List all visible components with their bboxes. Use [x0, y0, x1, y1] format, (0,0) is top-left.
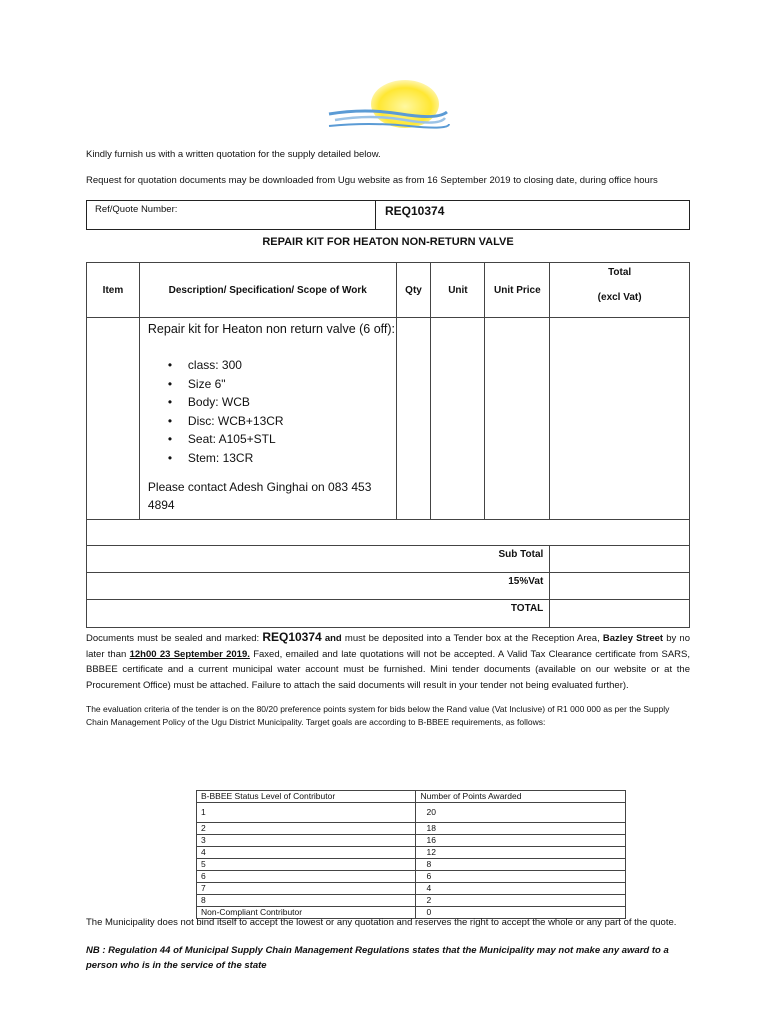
wave-icon	[329, 124, 449, 128]
bbbee-points: 0	[416, 907, 626, 919]
page-title: REPAIR KIT FOR HEATON NON-RETURN VALVE	[262, 236, 514, 248]
street-name: Bazley Street	[602, 633, 664, 644]
closing-deadline: 12h00 23 September 2019.	[129, 648, 250, 660]
closing-statement: The Municipality does not bind itself to accept the lowest or any quotation and reserves the right to accept the whole or any part of the quote.	[86, 917, 677, 928]
table-row	[197, 803, 626, 823]
subtotal-label: Sub Total	[87, 546, 550, 573]
bbbee-header-level: B-BBEE Status Level of Contributor	[197, 791, 416, 803]
instructions-text: must be deposited into a Tender box at the Reception Area,	[341, 633, 603, 644]
instructions-and: and	[321, 633, 342, 644]
item-cell	[87, 318, 140, 520]
bbbee-points: 18	[416, 823, 626, 835]
total-cell	[550, 318, 690, 520]
bbbee-points: 16	[416, 835, 626, 847]
vat-label: 15%Vat	[87, 573, 550, 600]
sun-over-water-logo	[325, 78, 450, 138]
list-item: • Disc: WCB+13CR	[168, 412, 396, 431]
intro-line-2: Request for quotation documents may be downloaded from Ugu website as from 16 September 2019 to closing date, during office hours	[86, 175, 658, 186]
qty-cell	[396, 318, 431, 520]
header-description: Description/ Specification/ Scope of Work	[139, 263, 396, 318]
unit-price-cell	[485, 318, 550, 520]
nb-note: NB : Regulation 44 of Municipal Supply Chain Management Regulations states that the Municipality may not make any award to a person who is in the service of the state	[86, 945, 669, 971]
instructions-paragraph	[86, 630, 690, 693]
table-row	[197, 859, 626, 871]
header-total	[550, 263, 690, 318]
header-unit-price: Unit Price	[485, 263, 550, 318]
ref-number-marked: REQ10374	[262, 630, 322, 644]
bbbee-level: 2	[197, 823, 416, 835]
ref-label: Ref/Quote Number:	[95, 204, 178, 215]
table-row	[197, 835, 626, 847]
ref-number: REQ10374	[385, 204, 445, 218]
unit-cell	[431, 318, 485, 520]
bbbee-level: Non-Compliant Contributor	[197, 907, 416, 919]
bbbee-level: 1	[197, 803, 416, 823]
bbbee-header-points: Number of Points Awarded	[416, 791, 626, 803]
ref-quote-box	[86, 200, 690, 230]
bbbee-points: 2	[416, 895, 626, 907]
blank-row	[87, 520, 690, 546]
bbbee-level: 7	[197, 883, 416, 895]
description-cell	[139, 318, 396, 520]
bbbee-header-row	[197, 791, 626, 803]
bbbee-points: 6	[416, 871, 626, 883]
vat-value	[550, 573, 690, 600]
intro-line-1: Kindly furnish us with a written quotation for the supply detailed below.	[86, 149, 381, 160]
list-item: • Seat: A105+STL	[168, 430, 396, 449]
list-item: • Stem: 13CR	[168, 449, 396, 468]
spec-list	[168, 356, 396, 468]
header-item: Item	[87, 263, 140, 318]
subtotal-value	[550, 546, 690, 573]
header-qty: Qty	[396, 263, 431, 318]
subtotal-row	[87, 546, 690, 573]
header-unit: Unit	[431, 263, 485, 318]
description-title: Repair kit for Heaton non return valve (6 off):	[147, 322, 396, 336]
instructions-text: Documents must be sealed and marked:	[86, 633, 263, 644]
table-row	[197, 847, 626, 859]
bbbee-level: 3	[197, 835, 416, 847]
bbbee-table	[196, 790, 626, 919]
bbbee-points: 12	[416, 847, 626, 859]
list-item: • class: 300	[168, 356, 396, 375]
list-item: • Body: WCB	[168, 393, 396, 412]
bbbee-level: 6	[197, 871, 416, 883]
vat-row	[87, 573, 690, 600]
instructions-text: by no later than	[86, 633, 690, 660]
table-row	[197, 823, 626, 835]
header-total-label: Total	[608, 267, 632, 278]
bbbee-points: 8	[416, 859, 626, 871]
table-row	[197, 895, 626, 907]
total-row	[87, 600, 690, 628]
table-row	[197, 871, 626, 883]
total-value	[550, 600, 690, 628]
quotation-table	[86, 262, 690, 628]
bbbee-points: 20	[416, 803, 626, 823]
total-label: TOTAL	[87, 600, 550, 628]
table-row	[87, 318, 690, 520]
bbbee-level: 8	[197, 895, 416, 907]
evaluation-criteria: The evaluation criteria of the tender is on the 80/20 preference points system for bids below the Rand value (Vat Inclusive) of R1 000 000 as per the Supply Chain Management Policy of the Ugu District Municipality. Target goals are according to B-BBEE requirements, as follows:	[86, 704, 670, 727]
contact-info: Please contact Adesh Ginghai on 083 453 4894	[147, 479, 372, 512]
list-item: • Size 6"	[168, 375, 396, 394]
table-header-row	[87, 263, 690, 318]
header-total-excl-vat: (excl Vat)	[597, 292, 642, 303]
bbbee-level: 5	[197, 859, 416, 871]
bbbee-level: 4	[197, 847, 416, 859]
bbbee-points: 4	[416, 883, 626, 895]
instructions-text: Faxed, emailed and late quotations will not be accepted. A Valid Tax Clearance certificate from SARS, BBBEE certificate and a current municipal water account must be furnished. Mini tender documents (available on our website or at the Procurement Office) must be attached. Failure to attach the said documents will result in your tender not being evaluated further).	[86, 648, 691, 691]
table-row	[197, 883, 626, 895]
